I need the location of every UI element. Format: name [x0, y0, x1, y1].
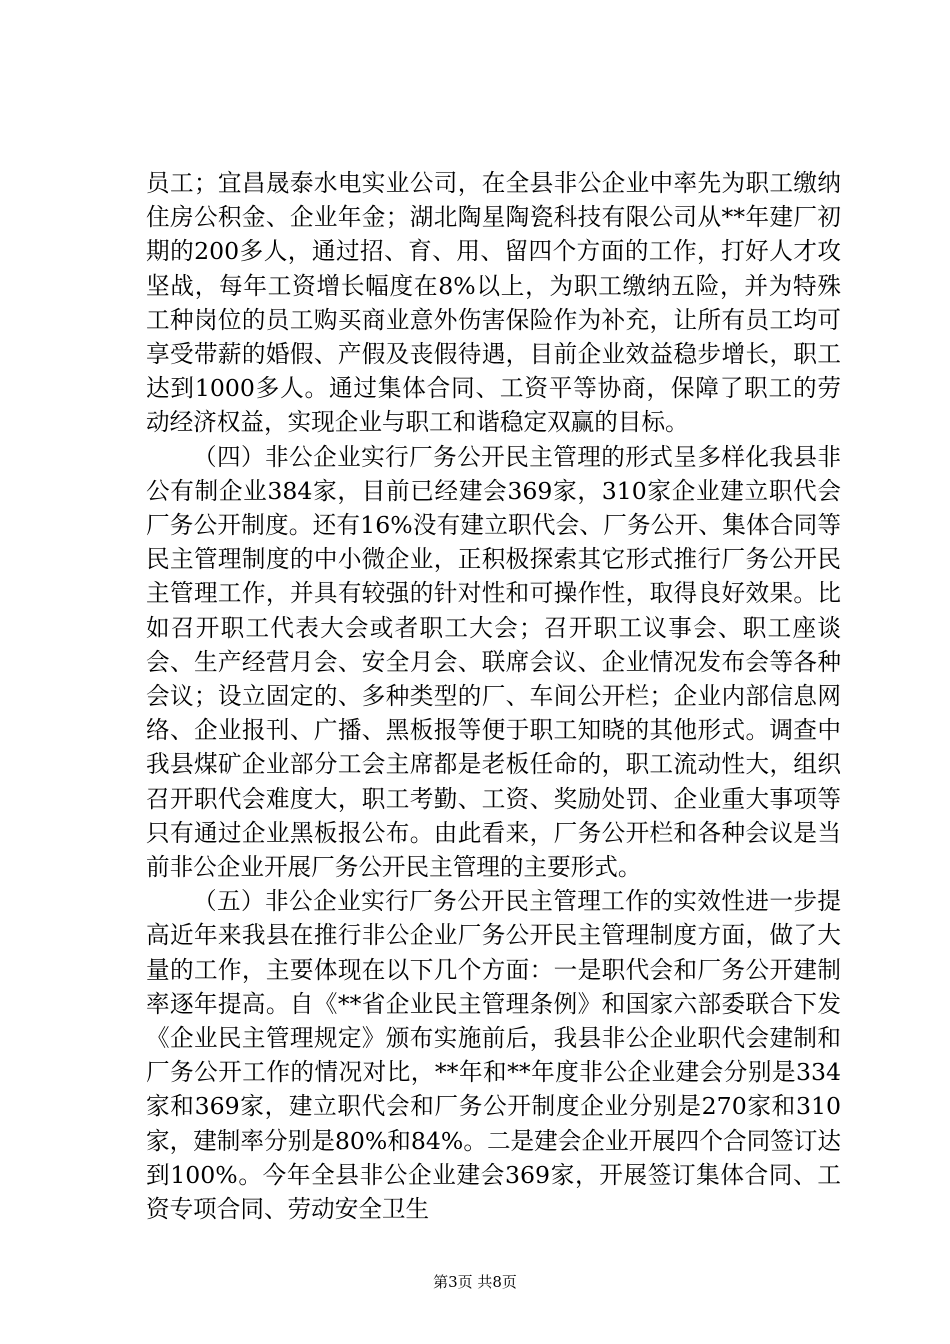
document-body	[146, 166, 841, 1226]
paragraph-continuation: 员工；宜昌晟泰水电实业公司，在全县非公企业中率先为职工缴纳住房公积金、企业年金；湖北陶星陶瓷科技有限公司从**年建厂初期的200多人，通过招、育、用、留四个方面的工作，打好人才攻坚战，每年工资增长幅度在8%以上，为职工缴纳五险，并为特殊工种岗位的员工购买商业意外伤害保险作为补充，让所有员工均可享受带薪的婚假、产假及丧假待遇，目前企业效益稳步增长，职工达到1000多人。通过集体合同、工资平等协商，保障了职工的劳动经济权益，实现企业与职工和谐稳定双赢的目标。	[146, 169, 841, 437]
paragraph-section-four: （四）非公企业实行厂务公开民主管理的形式呈多样化我县非公有制企业384家，目前已经建会369家，310家企业建立职代会厂务公开制度。还有16%没有建立职代会、厂务公开、集体合同等民主管理制度的中小微企业，正积极探索其它形式推行厂务公开民主管理工作，并具有较强的针对性和可操作性，取得良好效果。比如召开职工代表大会或者职工大会；召开职工议事会、职工座谈会、生产经营月会、安全月会、联席会议、企业情况发布会等各种会议；设立固定的、多种类型的厂、车间公开栏；企业内部信息网络、企业报刊、广播、黑板报等便于职工知晓的其他形式。调查中我县煤矿企业部分工会主席都是老板任命的，职工流动性大，组织召开职代会难度大，职工考勤、工资、奖励处罚、企业重大事项等只有通过企业黑板报公布。由此看来，厂务公开栏和各种会议是当前非公企业开展厂务公开民主管理的主要形式。	[146, 442, 841, 882]
page-number-footer: 第3页 共8页	[433, 1273, 517, 1291]
paragraph-section-five: （五）非公企业实行厂务公开民主管理工作的实效性进一步提高近年来我县在推行非公企业厂务公开民主管理制度方面，做了大量的工作，主要体现在以下几个方面：一是职代会和厂务公开建制率逐年提高。自《**省企业民主管理条例》和国家六部委联合下发《企业民主管理规定》颁布实施前后，我县非公企业职代会建制和厂务公开工作的情况对比，**年和**年度非公企业建会分别是334家和369家，建立职代会和厂务公开制度企业分别是270家和310家，建制率分别是80%和84%。二是建会企业开展四个合同签订达到100%。今年全县非公企业建会369家，开展签订集体合同、工资专项合同、劳动安全卫生	[146, 887, 841, 1224]
